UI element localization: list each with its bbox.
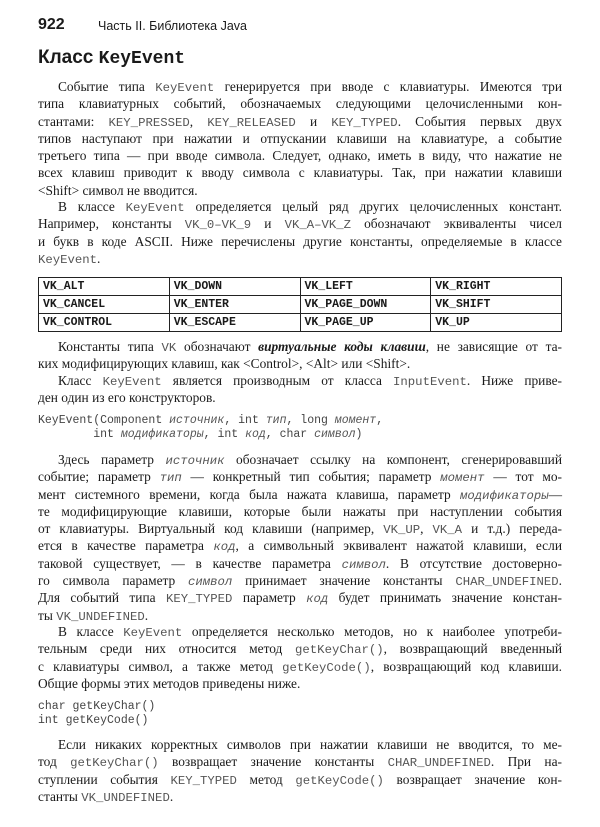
text: всех клавиш приводит к вводу символа с клавиатуры. Так, при нажатии клавиши [38,165,562,181]
inline-code: , long [286,414,335,427]
text: — тот мо- [484,469,562,485]
table-cell: VK_PAGE_UP [300,314,431,332]
text-line [38,520,562,537]
text-line [38,675,562,692]
inline-code: VK [161,341,177,355]
text-line [38,537,562,554]
code-param: модификаторы [460,488,549,503]
text-line [38,572,562,589]
inline-code: VK_UNDEFINED [81,790,170,805]
text-line [38,451,562,468]
inline-code: , char [265,427,315,441]
text-line [38,753,562,770]
table-cell: VK_ALT [39,278,170,296]
inline-code: KeyEvent [38,252,98,267]
text: и [251,216,285,232]
code-param: код [306,592,329,607]
text-line [38,147,562,164]
text: те модифицирующие клавиши, которые были нажаты при наступлении события [38,503,562,519]
text: возвращает значение константы [158,754,388,770]
paragraph [38,372,562,407]
inline-code: KEY_PRESSED [108,115,190,130]
text: Для событий типа [38,590,166,606]
text: третьего типа — при вводе символа. Следует, однако, иметь в виду, что нажатие не [38,148,562,164]
text: — [548,486,562,502]
text: . Ниже приве- [466,373,562,388]
text-line [38,503,562,520]
text: от клавиатуры. Виртуальный код клавиши (например, [38,521,384,537]
table-cell: VK_CONTROL [39,314,170,332]
text-line [38,555,562,572]
inline-code: getKeyChar() [70,756,159,771]
running-header: Часть II. Библиотека Java [98,19,247,33]
inline-code: getKeyChar() [295,643,384,658]
code-param: модификаторы [120,427,204,441]
text-line [38,640,562,657]
text: генерируется при вводе с клавиатуры. Имеются три [214,79,562,94]
inline-code: KeyEvent [102,375,162,389]
text: . [558,573,562,589]
code-param: код [245,427,266,441]
inline-code: KeyEvent [125,201,185,215]
text: Например, константы [38,216,185,232]
text: обозначают [176,339,259,354]
text-line [38,607,562,624]
inline-code: CHAR_UNDEFINED [387,756,491,771]
text: и букв в коде ASCII. Ниже перечислены другие константы, определяемые в классе [38,233,562,249]
text: ступлении события [38,771,171,787]
text: В классе [58,624,124,639]
inline-code: VK_UP [383,523,421,538]
text-line [38,250,562,267]
text: Событие типа [58,79,156,94]
inline-code: , [376,414,384,427]
text: Если никаких корректных символов при нажатии клавиши не вводится, то ме- [58,737,562,752]
inline-code: ) [355,427,363,441]
text-line [38,788,562,805]
text: . [169,788,174,804]
code-param: тип [265,414,287,427]
text: , возвращающий код клавиши. [370,658,562,674]
text: . [144,607,149,623]
text-line [38,389,562,406]
text: го символа параметр [38,573,189,589]
text: событие; параметр [38,469,160,485]
table-cell: VK_PAGE_DOWN [300,296,431,314]
text: принимает значение константы [232,573,456,589]
text-line [38,182,562,199]
text: <Shift> символ не вводится. [38,182,198,198]
table-cell: VK_RIGHT [431,278,562,296]
table-cell: VK_DOWN [169,278,300,296]
paragraph [38,736,562,805]
text: . При на- [490,754,562,770]
text: . В отсутствие достоверно- [385,555,563,571]
table-cell: VK_CANCEL [39,296,170,314]
table-cell: VK_LEFT [300,278,431,296]
code-param: источник [165,454,225,468]
text: обозначает ссылку на компонент, сгенерировавший [224,452,562,467]
text: таковой существует, — в качестве параметра [38,555,342,571]
code-param: источник [169,414,225,427]
text-line [38,338,562,355]
code-line [38,714,155,728]
inline-code: VK_0–VK_9 [184,218,252,233]
code-line [38,700,155,714]
paragraph [38,78,562,199]
text: стантами: [38,113,109,129]
text-line [38,486,562,503]
code-line [38,414,383,428]
code-line [38,428,383,442]
text: , [189,113,208,129]
table-row [39,278,562,296]
text: Здесь параметр [58,452,166,467]
text-line [38,130,562,147]
text-line [38,623,562,640]
constants-table [38,277,562,332]
table-cell: VK_ESCAPE [169,314,300,332]
text: является производным от класса [161,373,394,388]
text: типа клавиатурных событий, обозначаемых следующими целочисленными кон- [38,96,562,112]
section-title-prefix: Класс [38,47,94,68]
code-param: символ [341,557,386,572]
table-row [39,296,562,314]
text: . [97,250,101,266]
text: будет принимать значение констан- [328,590,563,606]
text: возвращает значение кон- [383,771,562,787]
text: тельным среди них относится метод [38,641,296,657]
inline-code: char getKeyChar() [38,700,156,713]
text: Константы типа [58,339,162,354]
emphasis-text: виртуальные коды клавиш [258,339,426,354]
text: Общие формы этих методов приведены ниже. [38,675,301,691]
inline-code: CHAR_UNDEFINED [455,575,559,590]
text: — конкретный тип события; параметр [181,469,441,485]
text: ты [38,607,57,623]
page-number: 922 [38,16,65,33]
code-param: момент [440,471,485,486]
paragraph [38,198,562,267]
inline-code: KEY_RELEASED [207,115,296,130]
inline-code: int [38,427,121,441]
text: с клавиатуры символ, а также метод [38,658,283,674]
inline-code: KeyEvent [123,626,183,640]
inline-code: VK_UNDEFINED [56,609,145,624]
text: и т.д.) переда- [462,521,563,537]
inline-code: , int [203,427,246,441]
text: определяется несколько методов, но к наиболее употреби- [182,624,562,639]
code-listing [38,414,383,441]
text-line [38,113,562,130]
text: , не зависящие от та- [425,339,562,354]
text: тод [38,754,71,770]
inline-code: , int [224,414,266,427]
text: , а символьный эквивалент нажатой клавиши, если [235,538,562,554]
inline-code: getKeyCode() [282,660,371,675]
inline-code: KEY_TYPED [170,773,237,788]
text: , возвращающий введенный [383,641,562,657]
inline-code: KeyEvent [155,81,215,95]
text-line [38,468,562,485]
table-row [39,314,562,332]
text-line [38,95,562,112]
text: Класс [58,373,103,388]
inline-code: InputEvent [393,375,467,389]
text: типов наступают при нажатии и отпускании клавиши на клавиатуре, а событие [38,130,562,146]
table-cell: VK_SHIFT [431,296,562,314]
text: параметр [232,590,307,606]
text: мент системного времени, когда была нажата клавиша, параметр [38,486,461,502]
text: метод [236,771,296,787]
paragraph [38,338,562,373]
code-param: символ [314,427,356,441]
text-line [38,164,562,181]
code-listing [38,700,155,727]
text: и [295,113,332,129]
inline-code: KEY_TYPED [165,592,233,607]
text-line [38,589,562,606]
text: . События первых двух [397,113,562,129]
text-line [38,736,562,753]
text-line [38,198,562,215]
text-line [38,233,562,250]
text-line [38,355,562,372]
code-param: символ [188,575,233,590]
table-cell: VK_ENTER [169,296,300,314]
text: ден один из его конструкторов. [38,390,216,406]
text-line [38,658,562,675]
table-cell: VK_UP [431,314,562,332]
text: ется в качестве параметра [38,538,214,554]
text: обозначают эквиваленты чисел [351,216,562,232]
code-param: код [213,540,236,555]
code-param: момент [334,414,377,427]
inline-code: KeyEvent(Component [38,414,170,427]
inline-code: KEY_TYPED [331,115,398,130]
text-line [38,78,562,95]
inline-code: getKeyCode() [295,773,384,788]
text: В классе [58,199,126,214]
inline-code: VK_A [432,523,463,538]
text-line [38,771,562,788]
text: , [420,521,433,537]
text-line [38,215,562,232]
section-title [38,47,185,69]
section-title-class: KeyEvent [98,49,186,69]
paragraph [38,623,562,692]
text: ких модифицирующих клавиш, как <Control>, <Alt> или <Shift>. [38,356,411,372]
inline-code: VK_A–VK_Z [284,218,351,233]
text-line [38,372,562,389]
paragraph [38,451,562,624]
text: определяется целый ряд других целочисленных констант. [184,199,562,214]
text: станты [38,788,82,804]
inline-code: int getKeyCode() [38,713,149,727]
code-param: тип [159,471,182,486]
